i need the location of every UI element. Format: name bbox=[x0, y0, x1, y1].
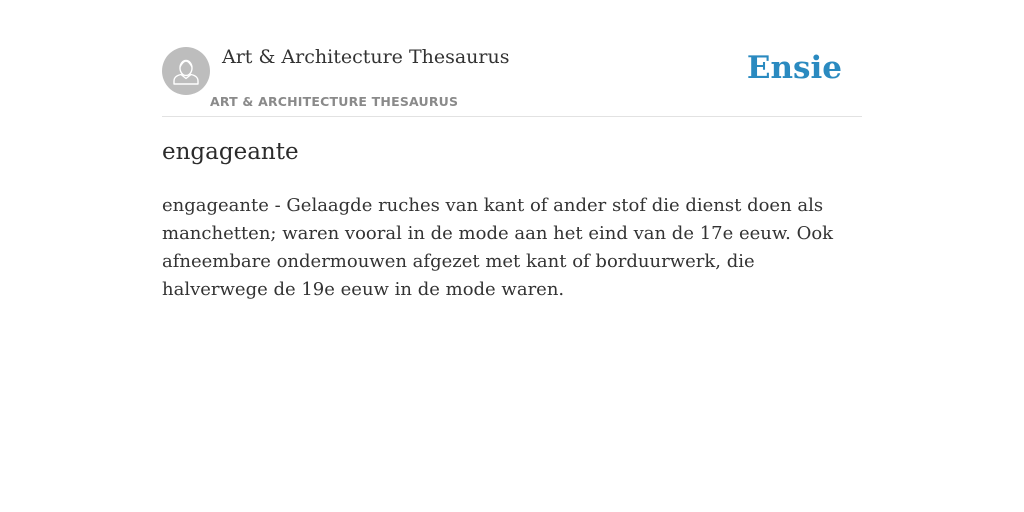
entry-title: engageante bbox=[162, 139, 299, 165]
header bbox=[162, 40, 862, 117]
brand-logo[interactable]: Ensie bbox=[746, 50, 842, 86]
source-label[interactable]: ART & ARCHITECTURE THESAURUS bbox=[210, 94, 459, 109]
author-avatar[interactable] bbox=[162, 47, 210, 95]
entry-definition: engageante - Gelaagde ruches van kant of ander stof die dienst doen als manchetten; waren vooral in de mode aan het eind van de 17e eeuw. Ook afneembare ondermouwen afgezet met kant of borduurwerk, die halverwege de 19e eeuw in de mode waren. bbox=[162, 195, 834, 300]
user-silhouette-icon bbox=[162, 47, 210, 95]
author-name[interactable]: Art & Architecture Thesaurus bbox=[222, 46, 510, 68]
